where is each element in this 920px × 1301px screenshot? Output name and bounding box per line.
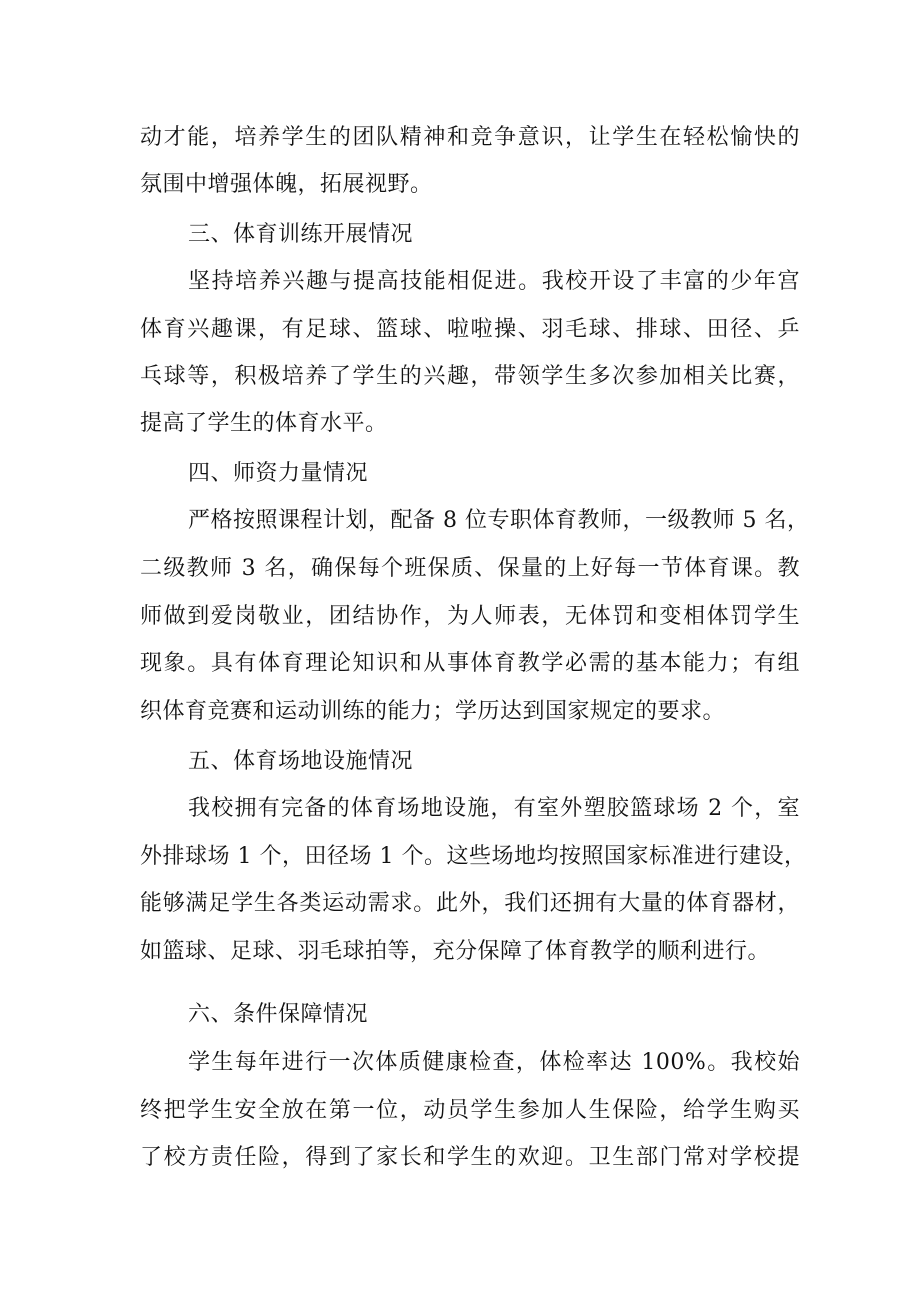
paragraph-line: 了校方责任险，得到了家长和学生的欢迎。卫生部门常对学校提 bbox=[140, 1145, 800, 1170]
paragraph-line: 坚持培养兴趣与提高技能相促进。我校开设了丰富的少年宫 bbox=[188, 269, 800, 294]
paragraph-line: 外排球场 1 个，田径场 1 个。这些场地均按照国家标准进行建设， bbox=[140, 844, 807, 869]
paragraph-line: 现象。具有体育理论知识和从事体育教学必需的基本能力；有组 bbox=[140, 651, 800, 676]
paragraph-line: 织体育竞赛和运动训练的能力；学历达到国家规定的要求。 bbox=[140, 699, 726, 724]
paragraph-line: 严格按照课程计划，配备 8 位专职体育教师，一级教师 5 名， bbox=[188, 508, 810, 533]
paragraph-line: 能够满足学生各类运动需求。此外，我们还拥有大量的体育器材， bbox=[140, 891, 800, 916]
section-heading-4: 四、师资力量情况 bbox=[188, 461, 369, 486]
paragraph-line: 氛围中增强体魄，拓展视野。 bbox=[140, 172, 433, 197]
paragraph-line: 如篮球、足球、羽毛球拍等，充分保障了体育教学的顺利进行。 bbox=[140, 939, 771, 964]
paragraph-line: 动才能，培养学生的团队精神和竞争意识，让学生在轻松愉快的 bbox=[140, 125, 800, 150]
paragraph-line: 我校拥有完备的体育场地设施，有室外塑胶篮球场 2 个，室 bbox=[188, 796, 800, 821]
paragraph-line: 体育兴趣课，有足球、篮球、啦啦操、羽毛球、排球、田径、乒 bbox=[140, 317, 800, 342]
section-heading-3: 三、体育训练开展情况 bbox=[188, 222, 414, 247]
paragraph-line: 乓球等，积极培养了学生的兴趣，带领学生多次参加相关比赛， bbox=[140, 364, 800, 389]
section-heading-5: 五、体育场地设施情况 bbox=[188, 749, 414, 774]
paragraph-line: 师做到爱岗敬业，团结协作，为人师表，无体罚和变相体罚学生 bbox=[140, 604, 800, 629]
paragraph-line: 终把学生安全放在第一位，动员学生参加人生保险，给学生购买 bbox=[140, 1098, 800, 1123]
paragraph-line: 二级教师 3 名，确保每个班保质、保量的上好每一节体育课。教 bbox=[140, 556, 800, 581]
paragraph-line: 学生每年进行一次体质健康检查，体检率达 100%。我校始 bbox=[188, 1050, 800, 1075]
section-heading-6: 六、条件保障情况 bbox=[188, 1002, 369, 1027]
paragraph-line: 提高了学生的体育水平。 bbox=[140, 411, 388, 436]
